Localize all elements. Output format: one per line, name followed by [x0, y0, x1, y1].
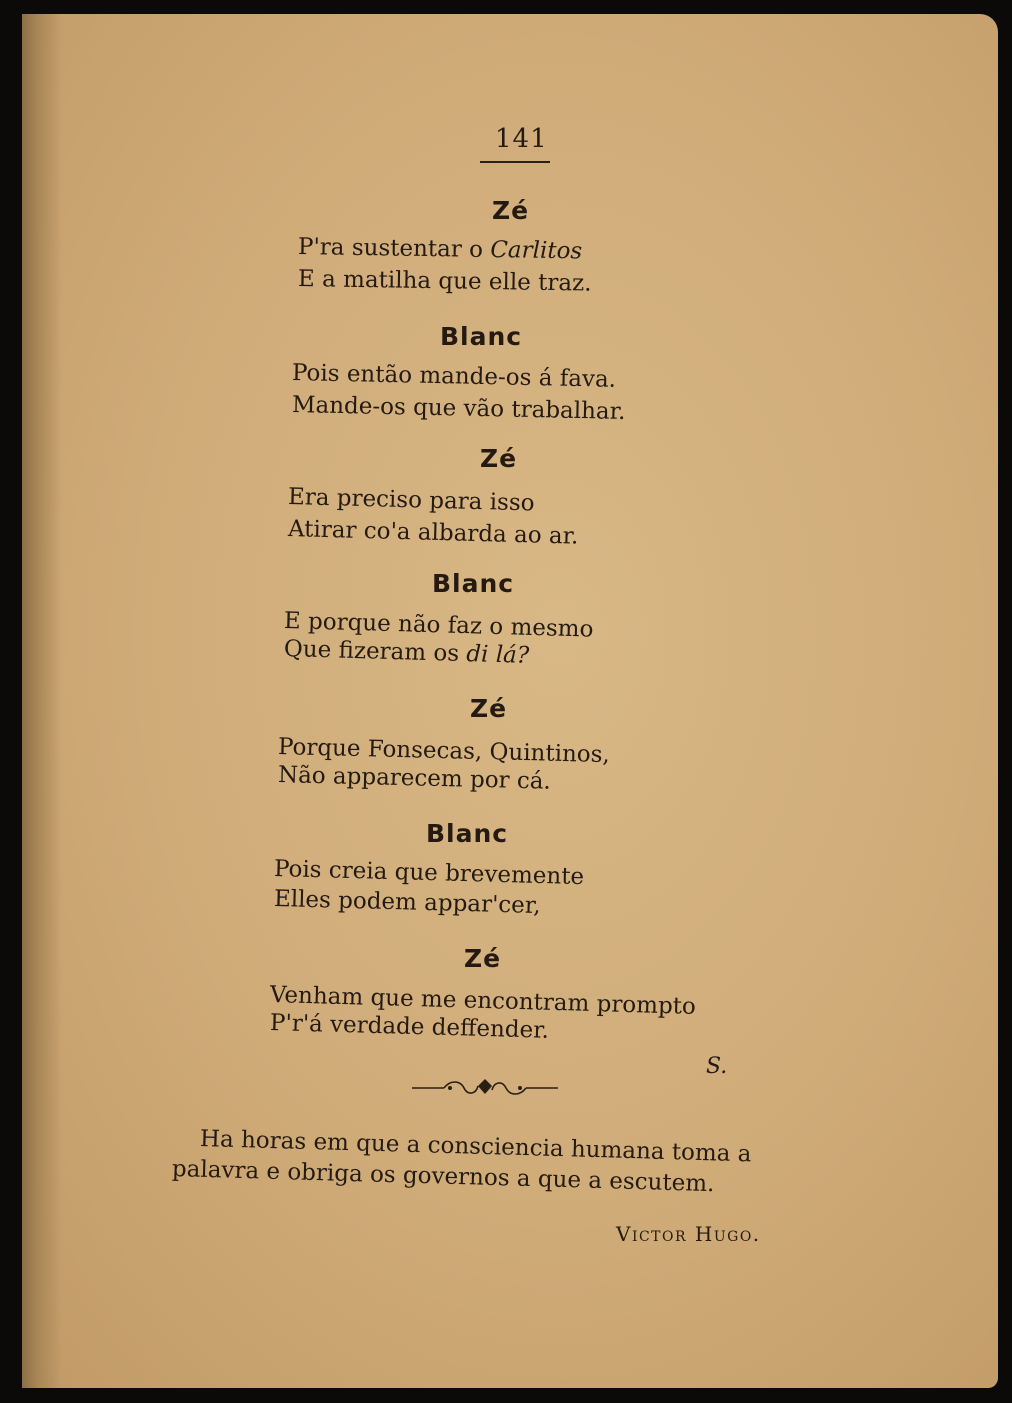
speaker-name: Blanc: [440, 322, 523, 351]
verse-line: Mande-os que vão trabalhar.: [291, 392, 626, 425]
verse-line: P'ra sustentar o Carlitos: [297, 234, 583, 265]
speaker-name: Zé: [470, 694, 508, 723]
author-initial: S.: [706, 1054, 728, 1079]
speaker-name: Zé: [464, 944, 502, 973]
verse-line: Pois creia que brevemente: [273, 856, 585, 891]
quote-line: palavra e obriga os governos a que a escutem.: [171, 1156, 715, 1198]
verse-line: Era preciso para isso: [287, 484, 535, 517]
verse-line: E a matilha que elle traz.: [297, 266, 592, 297]
speaker-name: Blanc: [432, 569, 515, 598]
book-page: [22, 14, 998, 1388]
verse-line: Venham que me encontram prompto: [269, 982, 697, 1020]
page-number-rule: [480, 161, 550, 163]
verse-line: Atirar co'a albarda ao ar.: [287, 516, 579, 550]
speaker-name: Blanc: [426, 819, 509, 848]
verse-line: Que fizeram os di lá?: [283, 636, 530, 669]
verse-line: Não apparecem por cá.: [277, 762, 552, 795]
verse-line: P'r'á verdade deffender.: [269, 1010, 550, 1044]
verse-line: Pois então mande-os á fava.: [291, 360, 617, 393]
verse-line: E porque não faz o mesmo: [283, 608, 594, 643]
quote-line: Ha horas em que a consciencia humana toma a: [199, 1126, 752, 1168]
ornament-divider-icon: [410, 1076, 560, 1100]
quote-author: Victor Hugo.: [616, 1222, 761, 1246]
page-number: 141: [495, 124, 548, 154]
verse-line: Porque Fonsecas, Quintinos,: [277, 734, 611, 769]
speaker-name: Zé: [480, 444, 518, 473]
speaker-name: Zé: [492, 196, 530, 225]
verse-line: Elles podem appar'cer,: [273, 886, 541, 919]
page-gutter-shadow: [22, 14, 62, 1388]
